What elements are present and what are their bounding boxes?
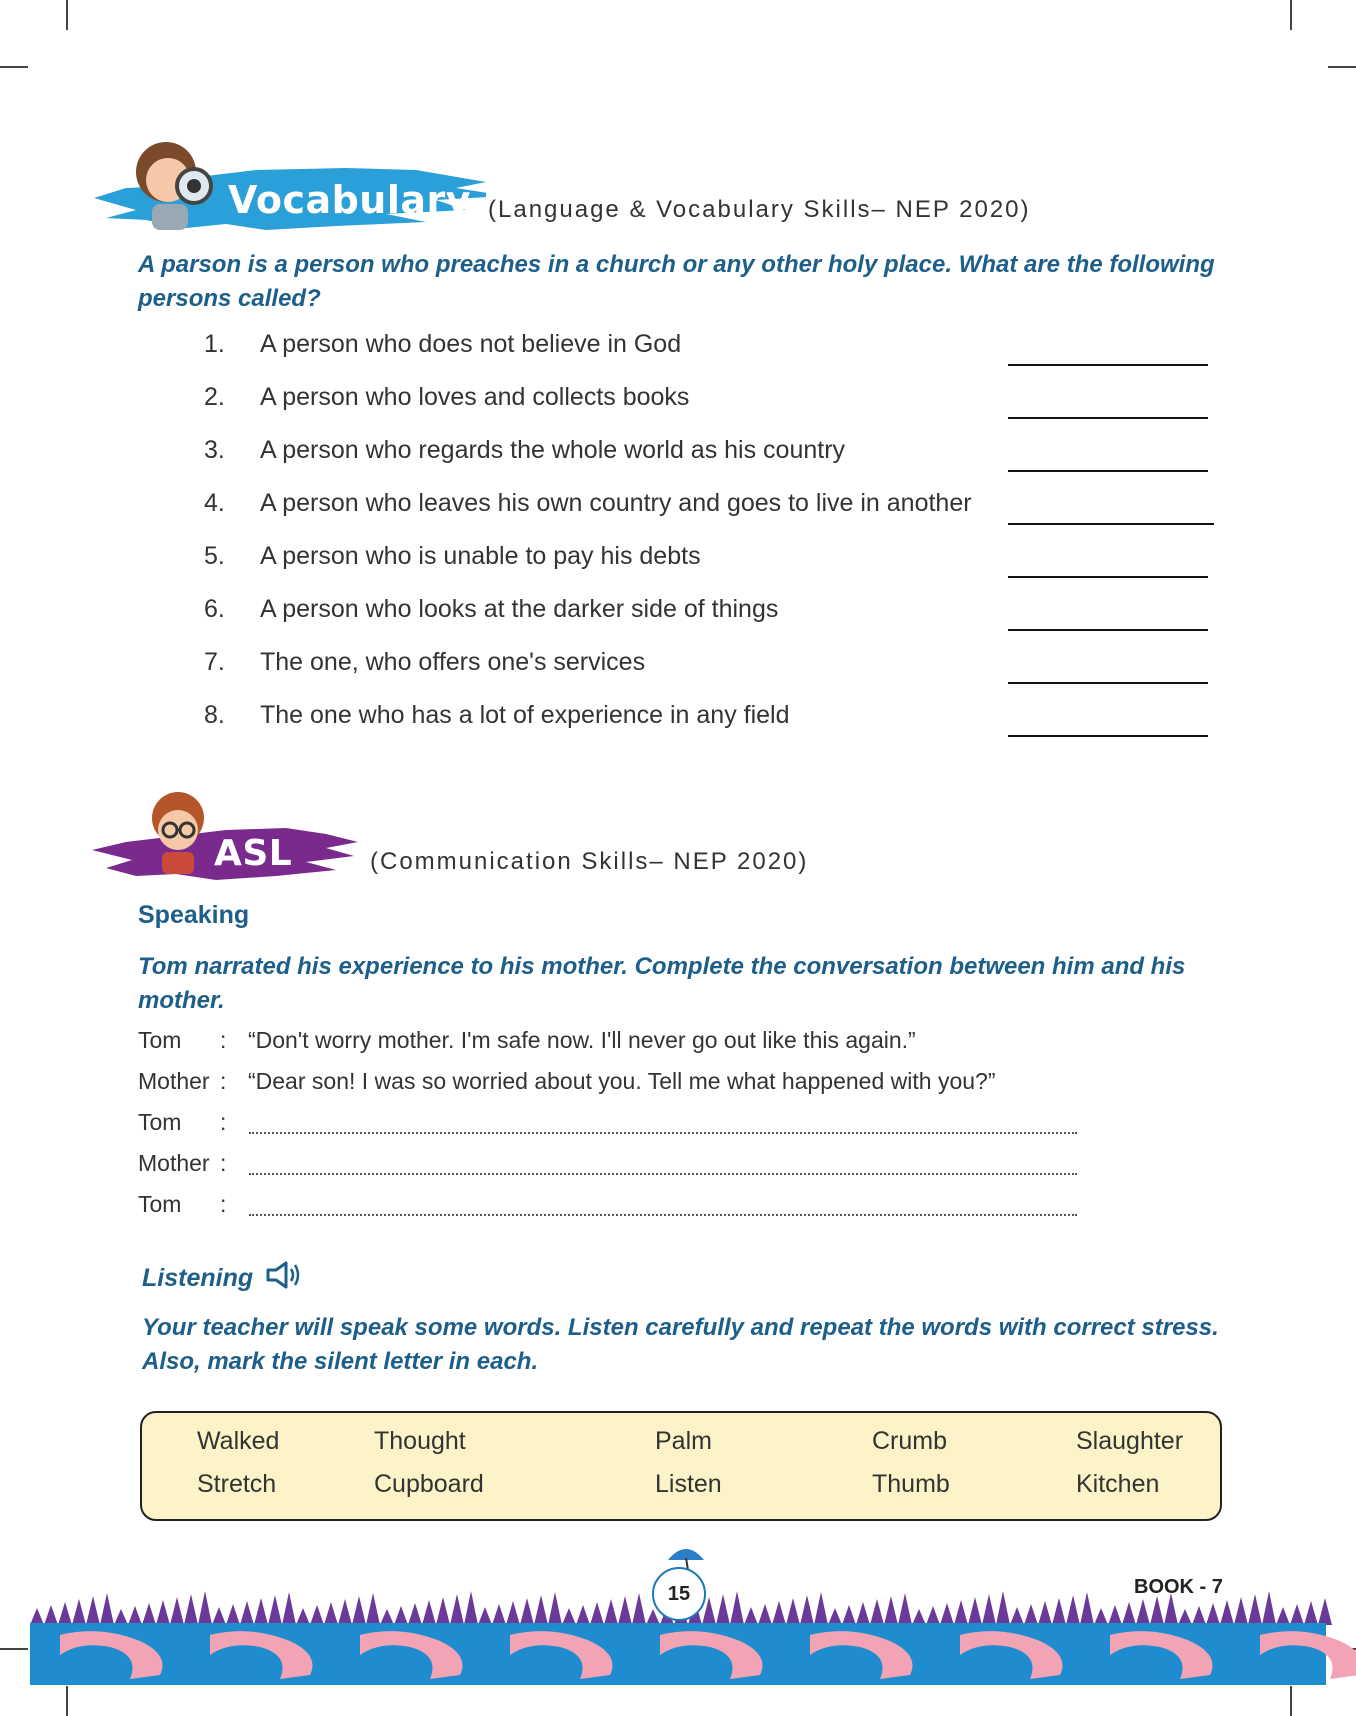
silent-letter-word: Kitchen [1076,1470,1160,1498]
question-row [0,595,1356,635]
question-number: 2. [204,383,225,411]
question-text: A person who loves and collects books [260,383,690,411]
silent-letter-word-box [140,1411,1222,1521]
silent-letter-word: Thumb [872,1470,950,1498]
conversation-line [138,1191,1038,1227]
question-text: The one, who offers one's services [260,648,646,676]
speaker-colon: : [220,1150,227,1176]
dialogue-blank[interactable] [249,1214,1077,1216]
silent-letter-word: Walked [197,1427,280,1455]
crop-mark [66,1686,68,1716]
listening-instruction: Your teacher will speak some words. Listen carefully and repeat the words with correct stress. Also, mark the silent letter in each. [142,1314,1219,1375]
silent-letter-word: Listen [655,1470,722,1498]
question-text: The one who has a lot of experience in any field [260,701,790,729]
crop-mark [66,0,68,30]
page-number: 15 [652,1567,706,1621]
question-text: A person who leaves his own country and goes to live in another [260,489,972,517]
speaker-name: Tom [138,1191,182,1217]
answer-blank[interactable] [1008,629,1208,631]
question-row [0,330,1356,370]
speaker-name: Tom [138,1027,182,1053]
question-text: A person who does not believe in God [260,330,682,358]
silent-letter-word: Palm [655,1427,712,1455]
question-text: A person who is unable to pay his debts [260,542,701,570]
conversation-line [138,1068,1038,1104]
silent-letter-word: Crumb [872,1427,948,1455]
question-number: 4. [204,489,225,517]
listening-heading-text: Listening [142,1264,254,1292]
question-row [0,542,1356,582]
dialogue-text: “Don't worry mother. I'm safe now. I'll never go out like this again.” [248,1027,916,1053]
crop-mark [1290,1686,1292,1716]
silent-letter-word: Slaughter [1076,1427,1184,1455]
question-number: 5. [204,542,225,570]
answer-blank[interactable] [1008,682,1208,684]
question-row [0,489,1356,529]
question-number: 1. [204,330,225,358]
dialogue-text: “Dear son! I was so worried about you. Tell me what happened with you?” [248,1068,996,1094]
umbrella-icon [666,1544,706,1570]
book-label: BOOK - 7 [1134,1576,1223,1598]
question-row [0,701,1356,741]
conversation-line [138,1109,1038,1145]
speaker-icon [264,1260,304,1290]
speaker-colon: : [220,1027,227,1053]
crop-mark [1290,0,1292,30]
answer-blank[interactable] [1008,576,1208,578]
silent-letter-word: Stretch [197,1470,277,1498]
question-row [0,383,1356,423]
dialogue-blank[interactable] [249,1173,1077,1175]
speaker-colon: : [220,1191,227,1217]
speaking-instruction: Tom narrated his experience to his mother. Complete the conversation between him and his mother. [138,953,1186,1014]
answer-blank[interactable] [1008,417,1208,419]
answer-blank[interactable] [1008,523,1214,525]
question-number: 3. [204,436,225,464]
question-text: A person who looks at the darker side of things [260,595,779,623]
answer-blank[interactable] [1008,364,1208,366]
speaker-name: Tom [138,1109,182,1135]
asl-skill-tag: (Communication Skills– NEP 2020) [370,848,809,875]
question-number: 7. [204,648,225,676]
speaker-colon: : [220,1068,227,1094]
speaking-heading: Speaking [138,901,250,929]
question-text: A person who regards the whole world as his country [260,436,846,464]
question-row [0,436,1356,476]
crop-mark [1328,66,1356,68]
question-number: 6. [204,595,225,623]
dialogue-blank[interactable] [249,1132,1077,1134]
vocabulary-label: Vocabulary [228,178,472,222]
conversation-line [138,1027,1038,1063]
answer-blank[interactable] [1008,470,1208,472]
asl-label: ASL [214,833,293,874]
question-row [0,648,1356,688]
vocabulary-instruction: A parson is a person who preaches in a church or any other holy place. What are the following persons called? [138,251,1215,312]
speaker-name: Mother [138,1068,210,1094]
silent-letter-word: Cupboard [374,1470,484,1498]
conversation-line [138,1150,1038,1186]
speaker-name: Mother [138,1150,210,1176]
silent-letter-word: Thought [374,1427,466,1455]
crop-mark [0,66,28,68]
speaker-colon: : [220,1109,227,1135]
listening-heading [142,1260,304,1293]
answer-blank[interactable] [1008,735,1208,737]
question-number: 8. [204,701,225,729]
vocabulary-skill-tag: (Language & Vocabulary Skills– NEP 2020) [488,196,1031,223]
